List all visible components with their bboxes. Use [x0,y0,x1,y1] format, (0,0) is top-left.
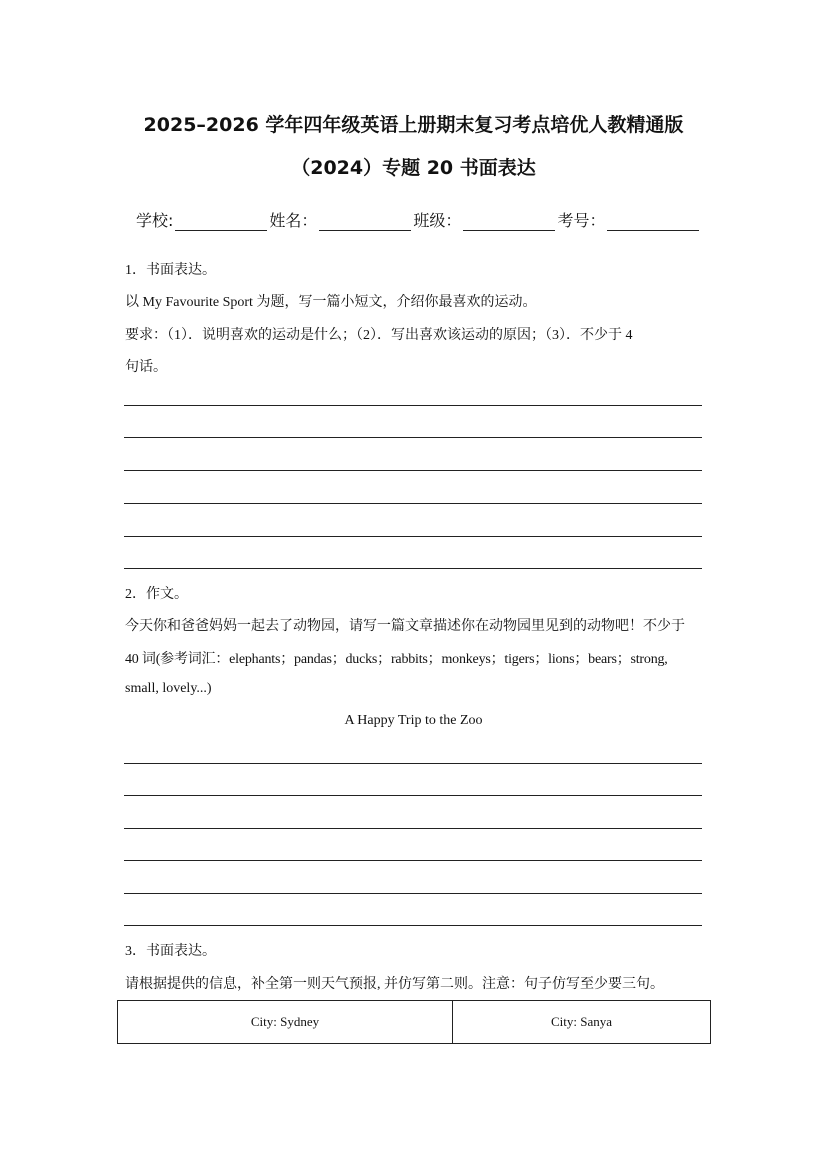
q1-requirements: 要求：（1）．说明喜欢的运动是什么；（2）．写出喜欢该运动的原因；（3）．不少于 4 [125,328,633,343]
q3-label: 3．书面表达。 [125,944,216,959]
class-label: 班级： [413,211,462,230]
answer-line[interactable] [124,763,702,764]
city-sydney-cell: City: Sydney [118,1001,453,1044]
answer-line[interactable] [124,568,702,569]
answer-line[interactable] [124,470,702,471]
answer-line[interactable] [124,828,702,829]
q2-vocab: 40 词(参考词汇：elephants；pandas；ducks；rabbits；monkeys；tigers；lions；bears；strong, [125,652,668,667]
name-label: 姓名： [269,211,318,230]
q2-label: 2．作文。 [125,587,188,602]
answer-line[interactable] [124,893,702,894]
q3-text: 请根据提供的信息，补全第一则天气预报, 并仿写第二则。注意：句子仿写至少要三句。 [125,977,664,992]
q1-requirements-cont: 句话。 [125,360,167,375]
city-sanya-cell: City: Sanya [453,1001,711,1044]
answer-line[interactable] [124,925,702,926]
q2-text: 今天你和爸爸妈妈一起去了动物园，请写一篇文章描述你在动物园里见到的动物吧！不少于 [125,619,685,634]
q2-vocab-cont: small, lovely...) [125,681,212,696]
answer-line[interactable] [124,536,702,537]
answer-line[interactable] [124,860,702,861]
exam-no-blank[interactable] [607,212,699,231]
doc-title-line1: 2025–2026 学年四年级英语上册期末复习考点培优人教精通版 [143,114,684,136]
q1-text: 以 My Favourite Sport 为题，写一篇小短文，介绍你最喜欢的运动。 [125,295,537,310]
answer-line[interactable] [124,795,702,796]
weather-table [117,1000,711,1044]
answer-line[interactable] [124,503,702,504]
q2-essay-title: A Happy Trip to the Zoo [344,713,483,728]
school-label: 学校: [136,211,174,230]
school-blank[interactable] [175,212,267,231]
student-info-row [136,208,701,231]
answer-line[interactable] [124,437,702,438]
class-blank[interactable] [463,212,555,231]
exam-no-label: 考号： [557,211,606,230]
doc-title-line2: （2024）专题 20 书面表达 [291,157,536,179]
q1-label: 1．书面表达。 [125,263,216,278]
answer-line[interactable] [124,405,702,406]
name-blank[interactable] [319,212,411,231]
